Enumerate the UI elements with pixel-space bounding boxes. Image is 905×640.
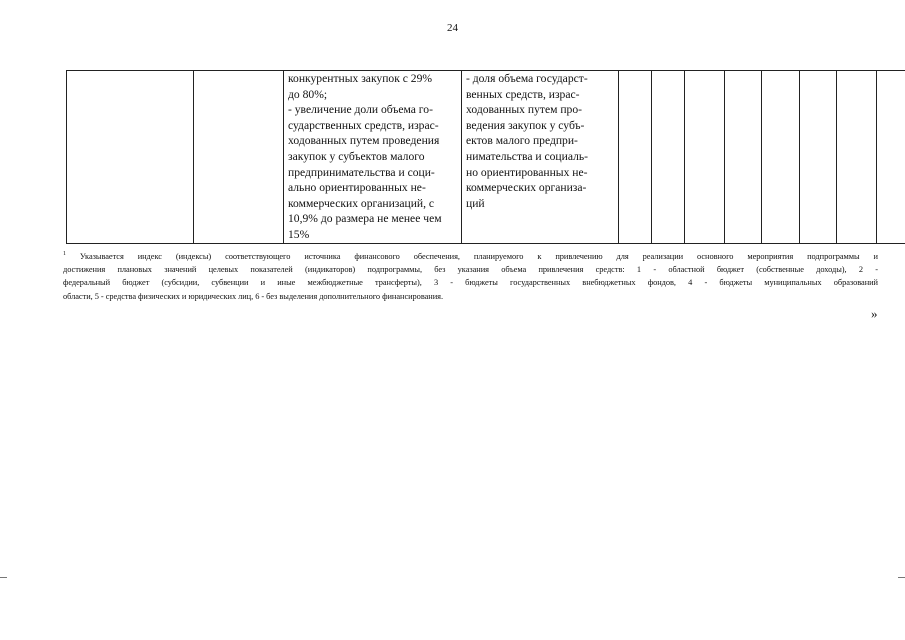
expected-results-cell	[284, 71, 462, 244]
cell-text-line: коммерческих организаций, с	[288, 196, 435, 210]
table-cell-empty	[619, 71, 652, 244]
cell-text-line: коммерческих организа-	[466, 181, 587, 195]
footnote-line: области, 5 - средства физических и юридических лиц, 6 - без выделения дополнительного финансирования.	[63, 291, 443, 301]
cell-text-line: ведения закупок у субъ-	[466, 118, 585, 132]
table-cell-empty	[837, 71, 877, 244]
footnote-line: достижения плановых значений целевых показателей (индикаторов) подпрограммы, без указания объема привлечения средств: 1 - областной бюджет (собственные доходы), 2 -	[63, 265, 878, 275]
cell-text-line: 15%	[288, 227, 310, 241]
cell-text-line: ектов малого предпри-	[466, 134, 578, 148]
cell-text-line: конкурентных закупок с 29%	[288, 72, 433, 85]
table-cell-empty	[652, 71, 685, 244]
cell-text-line: ходованных путем проведения	[288, 134, 440, 148]
footnote-text: Указывается индекс (индексы) соответствующего источника финансового обеспечения, планируемого к привлечению для реализации основного мероприятия подпрограммы и	[79, 252, 878, 261]
cell-text-line: венных средств, израс-	[466, 87, 580, 101]
table-cell-empty	[725, 71, 762, 244]
cell-text-line: до 80%;	[288, 87, 328, 101]
cell-text-line: сударственных средств, израс-	[288, 118, 439, 132]
cell-text-line: но ориентированных не-	[466, 165, 588, 179]
scan-edge-mark	[898, 577, 905, 578]
cell-text-line: нимательства и социаль-	[466, 149, 589, 163]
table-cell-empty	[194, 71, 284, 244]
footnote-line	[63, 250, 878, 263]
footnote	[63, 250, 878, 303]
table-cell-empty	[800, 71, 837, 244]
cell-text-line: предпринимательства и соци-	[288, 165, 435, 179]
cell-text-line: - доля объема государст-	[466, 72, 588, 85]
cell-text-line: ходованных путем про-	[466, 103, 582, 117]
scan-edge-mark	[0, 577, 7, 578]
cell-text-line: - увеличение доли объема го-	[288, 103, 433, 117]
cell-text-line: закупок у субъектов малого	[288, 149, 425, 163]
table-cell-empty	[762, 71, 800, 244]
table-cell-empty	[877, 71, 905, 244]
cell-text-line: ций	[466, 196, 485, 210]
closing-quote: »	[871, 306, 878, 321]
indicator-cell	[462, 71, 619, 244]
table-row	[67, 71, 905, 244]
page-number: 24	[447, 22, 458, 34]
cell-text-line: 10,9% до размера не менее чем	[288, 212, 442, 226]
table-cell-empty	[67, 71, 194, 244]
program-table	[66, 70, 905, 244]
footnote-line: федеральный бюджет (субсидии, субвенции и иные межбюджетные трансферты), 3 - бюджеты государственных внебюджетных фондов, 4 - бюджеты муниципальных образований	[63, 278, 878, 288]
footnote-marker: 1	[63, 251, 66, 258]
table-cell-empty	[685, 71, 725, 244]
cell-text-line: ально ориентированных не-	[288, 181, 426, 195]
